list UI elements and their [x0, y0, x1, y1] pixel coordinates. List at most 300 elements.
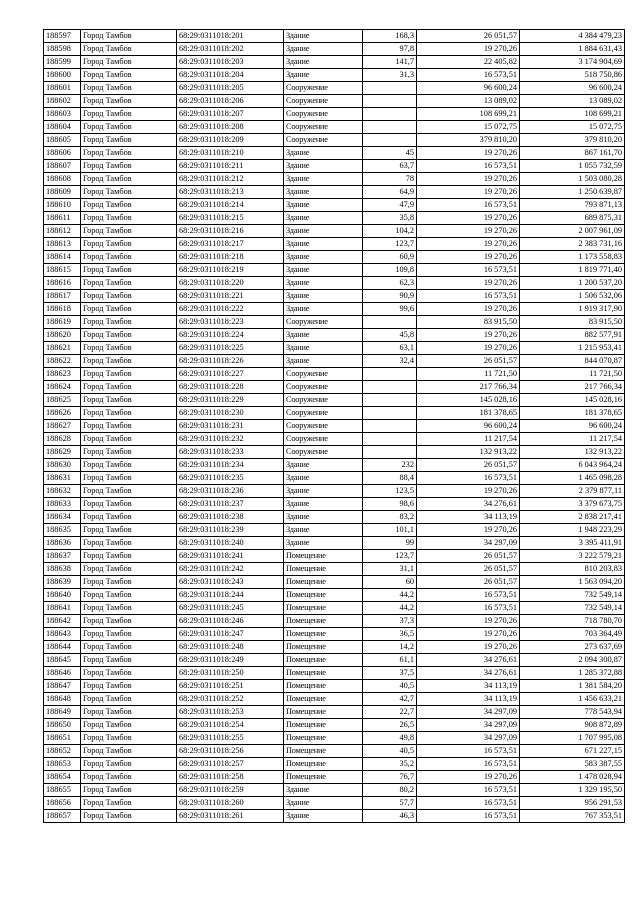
object-type-cell: Помещение [284, 693, 363, 706]
rate-cell: 16 573,51 [417, 784, 520, 797]
table-row [44, 459, 625, 472]
table-row [44, 212, 625, 225]
object-type-cell: Здание [284, 342, 363, 355]
table-row [44, 446, 625, 459]
row-id-cell: 188619 [44, 316, 81, 329]
rate-cell: 16 573,51 [417, 797, 520, 810]
city-cell: Город Тамбов [81, 524, 177, 537]
city-cell: Город Тамбов [81, 95, 177, 108]
cadastral-value-cell: 518 750,86 [520, 69, 625, 82]
cadastral-value-cell: 1 055 732,59 [520, 160, 625, 173]
table-row [44, 758, 625, 771]
city-cell: Город Тамбов [81, 355, 177, 368]
area-cell [363, 121, 417, 134]
rate-cell: 16 573,51 [417, 160, 520, 173]
cadastral-value-cell: 3 395 411,91 [520, 537, 625, 550]
area-cell: 98,6 [363, 498, 417, 511]
object-type-cell: Сооружение [284, 95, 363, 108]
cadastral-value-cell: 1 200 537,20 [520, 277, 625, 290]
cadastral-number-cell: 68:29:0311018:228 [177, 381, 284, 394]
cadastral-value-cell: 1 173 558,83 [520, 251, 625, 264]
cadastral-value-cell: 15 072,75 [520, 121, 625, 134]
rate-cell: 19 270,26 [417, 329, 520, 342]
city-cell: Город Тамбов [81, 277, 177, 290]
city-cell: Город Тамбов [81, 459, 177, 472]
cadastral-number-cell: 68:29:0311018:232 [177, 433, 284, 446]
table-row [44, 199, 625, 212]
object-type-cell: Сооружение [284, 316, 363, 329]
object-type-cell: Здание [284, 784, 363, 797]
city-cell: Город Тамбов [81, 134, 177, 147]
row-id-cell: 188621 [44, 342, 81, 355]
cadastral-number-cell: 68:29:0311018:253 [177, 706, 284, 719]
row-id-cell: 188626 [44, 407, 81, 420]
object-type-cell: Сооружение [284, 134, 363, 147]
city-cell: Город Тамбов [81, 368, 177, 381]
object-type-cell: Здание [284, 264, 363, 277]
row-id-cell: 188598 [44, 43, 81, 56]
table-row [44, 264, 625, 277]
object-type-cell: Здание [284, 485, 363, 498]
rate-cell: 26 051,57 [417, 563, 520, 576]
table-row [44, 368, 625, 381]
table-row [44, 433, 625, 446]
object-type-cell: Помещение [284, 745, 363, 758]
cadastral-number-cell: 68:29:0311018:202 [177, 43, 284, 56]
object-type-cell: Здание [284, 810, 363, 823]
city-cell: Город Тамбов [81, 69, 177, 82]
row-id-cell: 188614 [44, 251, 81, 264]
row-id-cell: 188654 [44, 771, 81, 784]
rate-cell: 16 573,51 [417, 745, 520, 758]
table-row [44, 563, 625, 576]
area-cell: 40,5 [363, 680, 417, 693]
row-id-cell: 188657 [44, 810, 81, 823]
object-type-cell: Сооружение [284, 381, 363, 394]
city-cell: Город Тамбов [81, 238, 177, 251]
table-row [44, 784, 625, 797]
cadastral-value-cell: 1 478 028,94 [520, 771, 625, 784]
rate-cell: 34 297,09 [417, 537, 520, 550]
city-cell: Город Тамбов [81, 30, 177, 43]
area-cell [363, 316, 417, 329]
cadastral-number-cell: 68:29:0311018:223 [177, 316, 284, 329]
cadastral-number-cell: 68:29:0311018:261 [177, 810, 284, 823]
city-cell: Город Тамбов [81, 706, 177, 719]
area-cell: 45,8 [363, 329, 417, 342]
cadastral-value-cell: 1 503 080,28 [520, 173, 625, 186]
object-type-cell: Сооружение [284, 446, 363, 459]
table-row [44, 251, 625, 264]
cadastral-value-cell: 2 838 217,41 [520, 511, 625, 524]
rate-cell: 34 297,09 [417, 732, 520, 745]
row-id-cell: 188625 [44, 394, 81, 407]
table-row [44, 628, 625, 641]
row-id-cell: 188597 [44, 30, 81, 43]
row-id-cell: 188615 [44, 264, 81, 277]
city-cell: Город Тамбов [81, 732, 177, 745]
rate-cell: 19 270,26 [417, 641, 520, 654]
city-cell: Город Тамбов [81, 316, 177, 329]
row-id-cell: 188647 [44, 680, 81, 693]
table-row [44, 602, 625, 615]
cadastral-number-cell: 68:29:0311018:239 [177, 524, 284, 537]
cadastral-value-cell: 1 381 584,20 [520, 680, 625, 693]
row-id-cell: 188630 [44, 459, 81, 472]
table-row [44, 771, 625, 784]
object-type-cell: Здание [284, 238, 363, 251]
table-row [44, 667, 625, 680]
object-type-cell: Здание [284, 30, 363, 43]
object-type-cell: Здание [284, 329, 363, 342]
city-cell: Город Тамбов [81, 537, 177, 550]
cadastral-value-cell: 11 217,54 [520, 433, 625, 446]
object-type-cell: Сооружение [284, 433, 363, 446]
cadastral-value-cell: 1 285 372,88 [520, 667, 625, 680]
area-cell: 14,2 [363, 641, 417, 654]
cadastral-number-cell: 68:29:0311018:214 [177, 199, 284, 212]
rate-cell: 34 113,19 [417, 511, 520, 524]
cadastral-number-cell: 68:29:0311018:210 [177, 147, 284, 160]
area-cell [363, 394, 417, 407]
rate-cell: 34 113,19 [417, 693, 520, 706]
area-cell [363, 108, 417, 121]
table-row [44, 316, 625, 329]
row-id-cell: 188627 [44, 420, 81, 433]
object-type-cell: Помещение [284, 667, 363, 680]
cadastral-number-cell: 68:29:0311018:238 [177, 511, 284, 524]
cadastral-value-cell: 2 383 731,16 [520, 238, 625, 251]
city-cell: Город Тамбов [81, 667, 177, 680]
row-id-cell: 188610 [44, 199, 81, 212]
city-cell: Город Тамбов [81, 680, 177, 693]
rate-cell: 11 721,50 [417, 368, 520, 381]
table-row [44, 654, 625, 667]
table-row [44, 797, 625, 810]
row-id-cell: 188644 [44, 641, 81, 654]
city-cell: Город Тамбов [81, 394, 177, 407]
row-id-cell: 188605 [44, 134, 81, 147]
city-cell: Город Тамбов [81, 576, 177, 589]
city-cell: Город Тамбов [81, 485, 177, 498]
table-row [44, 680, 625, 693]
rate-cell: 19 270,26 [417, 277, 520, 290]
cadastral-number-cell: 68:29:0311018:233 [177, 446, 284, 459]
cadastral-value-cell: 767 353,51 [520, 810, 625, 823]
cadastral-value-cell: 2 094 300,87 [520, 654, 625, 667]
rate-cell: 83 915,50 [417, 316, 520, 329]
row-id-cell: 188652 [44, 745, 81, 758]
table-row [44, 719, 625, 732]
area-cell: 42,7 [363, 693, 417, 706]
area-cell: 88,4 [363, 472, 417, 485]
object-type-cell: Здание [284, 355, 363, 368]
cadastral-number-cell: 68:29:0311018:240 [177, 537, 284, 550]
cadastral-value-cell: 145 028,16 [520, 394, 625, 407]
row-id-cell: 188633 [44, 498, 81, 511]
row-id-cell: 188646 [44, 667, 81, 680]
row-id-cell: 188611 [44, 212, 81, 225]
cadastral-number-cell: 68:29:0311018:226 [177, 355, 284, 368]
table-row [44, 277, 625, 290]
object-type-cell: Помещение [284, 576, 363, 589]
city-cell: Город Тамбов [81, 693, 177, 706]
area-cell: 47,9 [363, 199, 417, 212]
table-row [44, 329, 625, 342]
rate-cell: 26 051,57 [417, 30, 520, 43]
table-row [44, 290, 625, 303]
area-cell: 44,2 [363, 589, 417, 602]
table-row [44, 615, 625, 628]
cadastral-number-cell: 68:29:0311018:207 [177, 108, 284, 121]
cadastral-value-cell: 810 203,83 [520, 563, 625, 576]
cadastral-value-cell: 1 707 995,08 [520, 732, 625, 745]
cadastral-value-cell: 1 465 098,28 [520, 472, 625, 485]
object-type-cell: Сооружение [284, 108, 363, 121]
object-type-cell: Здание [284, 511, 363, 524]
object-type-cell: Здание [284, 524, 363, 537]
table-row [44, 732, 625, 745]
object-type-cell: Сооружение [284, 121, 363, 134]
row-id-cell: 188629 [44, 446, 81, 459]
table-row [44, 485, 625, 498]
cadastral-value-cell: 671 227,15 [520, 745, 625, 758]
object-type-cell: Здание [284, 147, 363, 160]
rate-cell: 26 051,57 [417, 576, 520, 589]
cadastral-value-cell: 1 919 317,90 [520, 303, 625, 316]
cadastral-number-cell: 68:29:0311018:248 [177, 641, 284, 654]
object-type-cell: Здание [284, 797, 363, 810]
city-cell: Город Тамбов [81, 290, 177, 303]
city-cell: Город Тамбов [81, 186, 177, 199]
city-cell: Город Тамбов [81, 225, 177, 238]
cadastral-number-cell: 68:29:0311018:216 [177, 225, 284, 238]
row-id-cell: 188622 [44, 355, 81, 368]
cadastral-number-cell: 68:29:0311018:206 [177, 95, 284, 108]
city-cell: Город Тамбов [81, 173, 177, 186]
object-type-cell: Помещение [284, 758, 363, 771]
cadastral-number-cell: 68:29:0311018:219 [177, 264, 284, 277]
row-id-cell: 188624 [44, 381, 81, 394]
area-cell [363, 95, 417, 108]
object-type-cell: Сооружение [284, 420, 363, 433]
rate-cell: 16 573,51 [417, 589, 520, 602]
area-cell: 60 [363, 576, 417, 589]
area-cell [363, 433, 417, 446]
city-cell: Город Тамбов [81, 602, 177, 615]
area-cell [363, 446, 417, 459]
rate-cell: 26 051,57 [417, 550, 520, 563]
object-type-cell: Здание [284, 303, 363, 316]
city-cell: Город Тамбов [81, 56, 177, 69]
cadastral-value-cell: 379 810,20 [520, 134, 625, 147]
row-id-cell: 188645 [44, 654, 81, 667]
area-cell: 97,8 [363, 43, 417, 56]
area-cell: 61,1 [363, 654, 417, 667]
cadastral-number-cell: 68:29:0311018:230 [177, 407, 284, 420]
object-type-cell: Помещение [284, 615, 363, 628]
area-cell: 99,6 [363, 303, 417, 316]
rate-cell: 217 766,34 [417, 381, 520, 394]
area-cell [363, 368, 417, 381]
cadastral-number-cell: 68:29:0311018:249 [177, 654, 284, 667]
cadastral-value-cell: 1 819 771,40 [520, 264, 625, 277]
row-id-cell: 188612 [44, 225, 81, 238]
cadastral-value-cell: 2 379 877,11 [520, 485, 625, 498]
table-row [44, 589, 625, 602]
cadastral-number-cell: 68:29:0311018:209 [177, 134, 284, 147]
cadastral-number-cell: 68:29:0311018:222 [177, 303, 284, 316]
rate-cell: 19 270,26 [417, 147, 520, 160]
row-id-cell: 188608 [44, 173, 81, 186]
rate-cell: 16 573,51 [417, 69, 520, 82]
object-type-cell: Помещение [284, 641, 363, 654]
cadastral-number-cell: 68:29:0311018:212 [177, 173, 284, 186]
rate-cell: 15 072,75 [417, 121, 520, 134]
area-cell: 46,3 [363, 810, 417, 823]
row-id-cell: 188599 [44, 56, 81, 69]
cadastral-number-cell: 68:29:0311018:244 [177, 589, 284, 602]
object-type-cell: Помещение [284, 602, 363, 615]
row-id-cell: 188641 [44, 602, 81, 615]
cadastral-value-cell: 908 872,89 [520, 719, 625, 732]
rate-cell: 34 297,09 [417, 719, 520, 732]
row-id-cell: 188616 [44, 277, 81, 290]
cadastral-value-cell: 718 780,70 [520, 615, 625, 628]
cadastral-number-cell: 68:29:0311018:243 [177, 576, 284, 589]
cadastral-value-cell: 96 600,24 [520, 420, 625, 433]
cadastral-value-cell: 3 222 579,21 [520, 550, 625, 563]
table-row [44, 225, 625, 238]
object-type-cell: Здание [284, 251, 363, 264]
object-type-cell: Помещение [284, 589, 363, 602]
city-cell: Город Тамбов [81, 251, 177, 264]
city-cell: Город Тамбов [81, 121, 177, 134]
table-row [44, 394, 625, 407]
table-row [44, 108, 625, 121]
cadastral-number-cell: 68:29:0311018:205 [177, 82, 284, 95]
cadastral-number-cell: 68:29:0311018:245 [177, 602, 284, 615]
area-cell: 60,9 [363, 251, 417, 264]
row-id-cell: 188620 [44, 329, 81, 342]
area-cell: 49,8 [363, 732, 417, 745]
table-row [44, 706, 625, 719]
cadastral-value-cell: 1 506 532,06 [520, 290, 625, 303]
object-type-cell: Здание [284, 277, 363, 290]
area-cell: 78 [363, 173, 417, 186]
cadastral-number-cell: 68:29:0311018:221 [177, 290, 284, 303]
rate-cell: 16 573,51 [417, 264, 520, 277]
city-cell: Город Тамбов [81, 108, 177, 121]
row-id-cell: 188623 [44, 368, 81, 381]
row-id-cell: 188628 [44, 433, 81, 446]
city-cell: Город Тамбов [81, 472, 177, 485]
cadastral-number-cell: 68:29:0311018:251 [177, 680, 284, 693]
cadastral-number-cell: 68:29:0311018:255 [177, 732, 284, 745]
area-cell: 31,1 [363, 563, 417, 576]
table-row [44, 550, 625, 563]
area-cell: 80,2 [363, 784, 417, 797]
cadastral-number-cell: 68:29:0311018:218 [177, 251, 284, 264]
object-type-cell: Сооружение [284, 82, 363, 95]
table-row [44, 498, 625, 511]
cadastral-number-cell: 68:29:0311018:256 [177, 745, 284, 758]
table-row [44, 30, 625, 43]
area-cell: 57,7 [363, 797, 417, 810]
object-type-cell: Здание [284, 290, 363, 303]
table-row [44, 524, 625, 537]
row-id-cell: 188643 [44, 628, 81, 641]
row-id-cell: 188606 [44, 147, 81, 160]
city-cell: Город Тамбов [81, 758, 177, 771]
cadastral-value-cell: 96 600,24 [520, 82, 625, 95]
object-type-cell: Сооружение [284, 368, 363, 381]
cadastral-number-cell: 68:29:0311018:236 [177, 485, 284, 498]
row-id-cell: 188655 [44, 784, 81, 797]
cadastral-value-cell: 1 250 639,87 [520, 186, 625, 199]
table-row [44, 69, 625, 82]
object-type-cell: Здание [284, 56, 363, 69]
table-row [44, 693, 625, 706]
city-cell: Город Тамбов [81, 615, 177, 628]
cadastral-number-cell: 68:29:0311018:258 [177, 771, 284, 784]
table-row [44, 381, 625, 394]
area-cell: 83,2 [363, 511, 417, 524]
rate-cell: 108 699,21 [417, 108, 520, 121]
row-id-cell: 188642 [44, 615, 81, 628]
rate-cell: 16 573,51 [417, 472, 520, 485]
cadastral-number-cell: 68:29:0311018:254 [177, 719, 284, 732]
object-type-cell: Здание [284, 472, 363, 485]
cadastral-value-cell: 1 563 094,20 [520, 576, 625, 589]
area-cell: 35,2 [363, 758, 417, 771]
cadastral-value-cell: 13 089,02 [520, 95, 625, 108]
city-cell: Город Тамбов [81, 628, 177, 641]
table-row [44, 420, 625, 433]
table-row [44, 134, 625, 147]
object-type-cell: Помещение [284, 654, 363, 667]
area-cell: 109,8 [363, 264, 417, 277]
area-cell [363, 407, 417, 420]
cadastral-value-cell: 4 384 479,23 [520, 30, 625, 43]
table-row [44, 121, 625, 134]
area-cell: 37,3 [363, 615, 417, 628]
area-cell: 168,3 [363, 30, 417, 43]
cadastral-value-cell: 956 291,53 [520, 797, 625, 810]
table-row [44, 43, 625, 56]
city-cell: Город Тамбов [81, 498, 177, 511]
area-cell: 76,7 [363, 771, 417, 784]
table-row [44, 342, 625, 355]
cadastral-number-cell: 68:29:0311018:234 [177, 459, 284, 472]
cadastral-value-cell: 108 699,21 [520, 108, 625, 121]
cadastral-value-cell: 844 070,87 [520, 355, 625, 368]
cadastral-value-cell: 3 379 673,75 [520, 498, 625, 511]
area-cell: 31,3 [363, 69, 417, 82]
cadastral-number-cell: 68:29:0311018:215 [177, 212, 284, 225]
cadastral-value-cell: 1 329 195,50 [520, 784, 625, 797]
rate-cell: 19 270,26 [417, 238, 520, 251]
object-type-cell: Сооружение [284, 407, 363, 420]
area-cell: 101,1 [363, 524, 417, 537]
row-id-cell: 188648 [44, 693, 81, 706]
city-cell: Город Тамбов [81, 303, 177, 316]
area-cell [363, 82, 417, 95]
rate-cell: 16 573,51 [417, 758, 520, 771]
city-cell: Город Тамбов [81, 641, 177, 654]
cadastral-value-cell: 778 543,94 [520, 706, 625, 719]
area-cell: 64,9 [363, 186, 417, 199]
